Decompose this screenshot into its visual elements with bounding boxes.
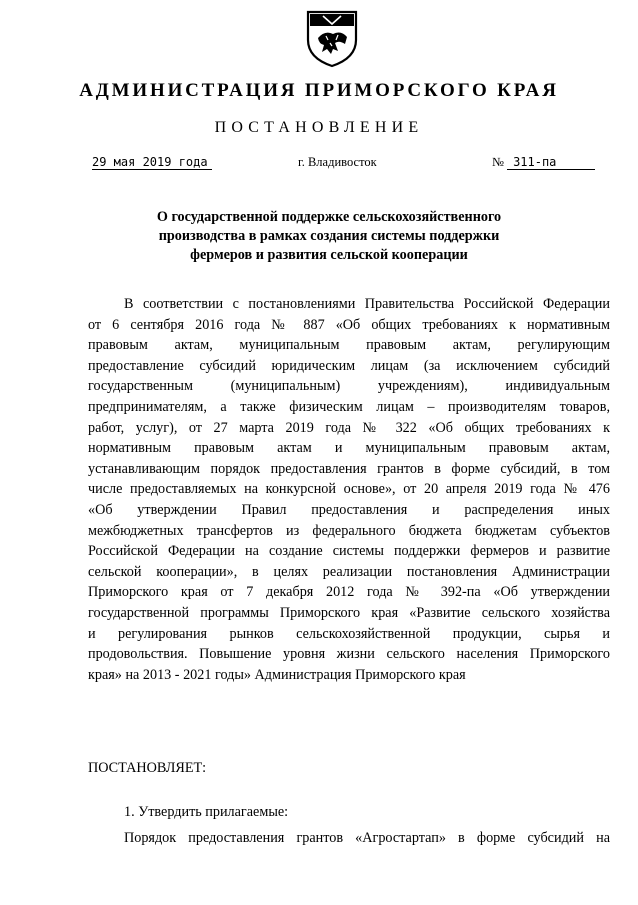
- document-city: г. Владивосток: [298, 155, 377, 169]
- administration-name: АДМИНИСТРАЦИЯ ПРИМОРСКОГО КРАЯ: [79, 80, 559, 101]
- body-line: работ, услуг), от 27 марта 2019 года № 322 «Об общих требованиях к: [88, 419, 610, 436]
- body-line: и регулирования рынков сельскохозяйственной продукции, сырья и: [88, 625, 610, 642]
- title-line: производства в рамках создания системы поддержки: [158, 228, 500, 244]
- body-line: устанавливающим порядок предоставления грантов в форме субсидий, в том: [88, 460, 610, 477]
- body-line: предпринимателям, а также физическим лицам – производителям товаров,: [88, 398, 610, 415]
- body-line: предоставление субсидий юридическим лицам (за исключением субсидий: [88, 357, 610, 374]
- body-line: межбюджетных трансфертов из федерального бюджета бюджетам субъектов: [88, 522, 610, 539]
- title-line: фермеров и развития сельской кооперации: [190, 247, 468, 263]
- document-type: ПОСТАНОВЛЕНИЕ: [214, 119, 424, 136]
- item-1-text: Порядок предоставления грантов «Агростартап» в форме субсидий на: [124, 830, 610, 846]
- document-title: [120, 208, 538, 265]
- body-line: числе предоставляемых на конкурсной основе», от 20 апреля 2019 года № 476: [88, 481, 610, 498]
- preamble-paragraph: [88, 294, 610, 685]
- document-number: [492, 155, 595, 170]
- body-line: государственным (муниципальным) учреждениям), индивидуальным: [88, 378, 610, 395]
- body-line: Российской Федерации на создание системы поддержки фермеров и развитие: [88, 543, 610, 560]
- number-label: №: [492, 155, 504, 169]
- item-1-heading: 1. Утвердить прилагаемые:: [124, 804, 289, 820]
- body-line: правовым актам, муниципальным правовым актам, регулирующим: [88, 337, 610, 354]
- number-value: 311-па: [507, 155, 595, 170]
- body-line: «Об утверждении Правил предоставления и распределения иных: [88, 501, 610, 518]
- title-line: О государственной поддержке сельскохозяйственного: [156, 209, 502, 225]
- body-line: государственной программы Приморского края «Развитие сельского хозяйства: [88, 604, 610, 621]
- body-line: продовольствия. Повышение уровня жизни сельского населения Приморского: [88, 646, 610, 663]
- body-line: Приморского края от 7 декабря 2012 года № 392-па «Об утверждении: [88, 584, 610, 601]
- body-line: сельской кооперации», в целях реализации постановления Администрации: [88, 563, 610, 580]
- coat-of-arms-tiger-icon: [305, 10, 359, 68]
- body-line: от 6 сентября 2016 года № 887 «Об общих требованиях к нормативным: [88, 316, 610, 333]
- body-line: края» на 2013 - 2021 годы» Администрация Приморского края: [88, 666, 466, 683]
- resolves-heading: ПОСТАНОВЛЯЕТ:: [88, 760, 207, 776]
- body-line: нормативным правовым актам и муниципальным правовым актам,: [88, 440, 610, 457]
- body-line: В соответствии с постановлениями Правительства Российской Федерации: [124, 296, 610, 312]
- document-date: 29 мая 2019 года: [92, 155, 212, 170]
